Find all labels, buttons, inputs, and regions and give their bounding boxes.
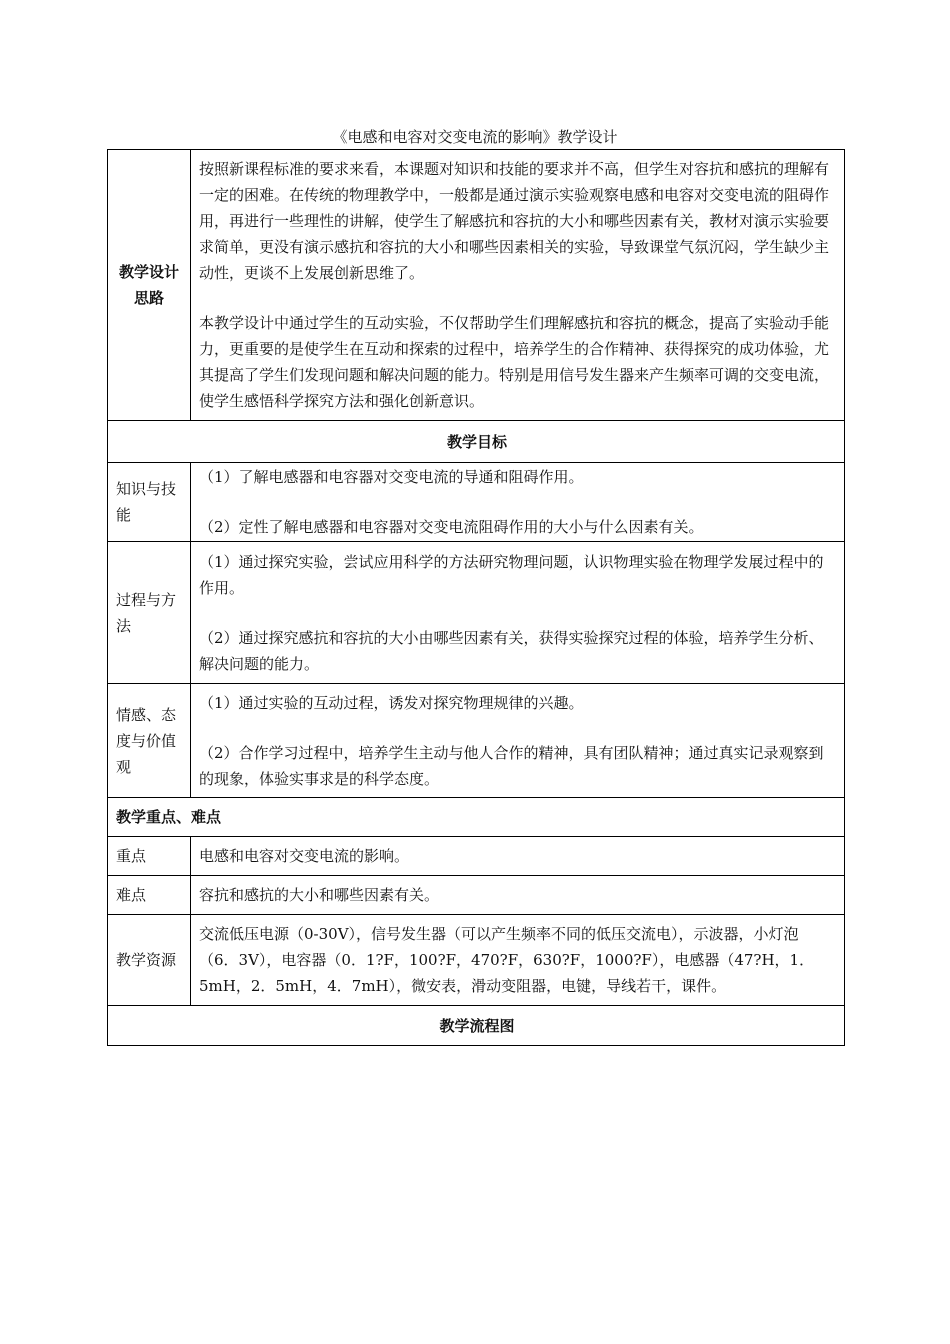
knowledge-content bbox=[191, 463, 845, 542]
process-item-2: （2）通过探究感抗和容抗的大小由哪些因素有关，获得实验探究过程的体验，培养学生分析、解决问题的能力。 bbox=[199, 628, 824, 673]
design-idea-label bbox=[108, 150, 191, 421]
design-idea-row bbox=[108, 150, 845, 421]
knowledge-label: 知识与技能 bbox=[108, 463, 191, 542]
knowledge-item-1: （1）了解电感器和电容器对交变电流的导通和阻碍作用。 bbox=[199, 468, 584, 486]
difficult-row bbox=[108, 876, 845, 915]
design-idea-paragraph-2: 本教学设计中通过学生的互动实验，不仅帮助学生们理解感抗和容抗的概念，提高了实验动手能力，更重要的是使学生在互动和探索的过程中，培养学生的合作精神、获得探究的成功体验，尤其提高了学生们发现问题和解决问题的能力。特别是用信号发生器来产生频率可调的交变电流，使学生感悟科学探究方法和强化创新意识。 bbox=[199, 314, 830, 410]
resources-label: 教学资源 bbox=[108, 915, 191, 1006]
emotion-item-1: （1）通过实验的互动过程，诱发对探究物理规律的兴趣。 bbox=[199, 693, 584, 712]
emotion-content bbox=[191, 684, 845, 798]
emotion-row bbox=[108, 684, 845, 798]
goals-heading: 教学目标 bbox=[108, 421, 845, 463]
emotion-item-2: （2）合作学习过程中，培养学生主动与他人合作的精神，具有团队精神；通过真实记录观察到的现象，体验实事求是的科学态度。 bbox=[199, 743, 824, 788]
goals-heading-row bbox=[108, 421, 845, 463]
difficult-text: 容抗和感抗的大小和哪些因素有关。 bbox=[191, 876, 845, 915]
process-item-1: （1）通过探究实验，尝试应用科学的方法研究物理问题，认识物理实验在物理学发展过程中的作用。 bbox=[199, 552, 824, 597]
key-label: 重点 bbox=[108, 837, 191, 876]
process-row bbox=[108, 542, 845, 684]
resources-text: 交流低压电源（0-30V），信号发生器（可以产生频率不同的低压交流电），示波器，小灯泡（6．3V），电容器（0．1?F，100?F，470?F，630?F，1000?F），电感器（47?H，1．5mH，2．5mH，4．7mH），微安表，滑动变阻器，电键，导线若干，课件。 bbox=[191, 915, 845, 1006]
key-points-heading-row bbox=[108, 798, 845, 837]
key-points-heading: 教学重点、难点 bbox=[108, 798, 845, 837]
resources-row bbox=[108, 915, 845, 1006]
document-title: 《电感和电容对交变电流的影响》教学设计 bbox=[332, 128, 618, 146]
design-idea-label-text: 教学设计思路 bbox=[118, 263, 179, 307]
key-text: 电感和电容对交变电流的影响。 bbox=[191, 837, 845, 876]
flow-heading-row bbox=[108, 1006, 845, 1046]
design-idea-content bbox=[191, 150, 845, 421]
lesson-plan-table bbox=[107, 149, 845, 1046]
key-row bbox=[108, 837, 845, 876]
emotion-label: 情感、态度与价值观 bbox=[108, 684, 191, 798]
knowledge-row bbox=[108, 463, 845, 542]
process-label: 过程与方法 bbox=[108, 542, 191, 684]
design-idea-paragraph-1: 按照新课程标准的要求来看，本课题对知识和技能的要求并不高，但学生对容抗和感抗的理解有一定的困难。在传统的物理教学中，一般都是通过演示实验观察电感和电容对交变电流的阻碍作用，再进行一些理性的讲解，使学生了解感抗和容抗的大小和哪些因素有关，教材对演示实验要求简单，更没有演示感抗和容抗的大小和哪些因素相关的实验，导致课堂气氛沉闷，学生缺少主动性，更谈不上发展创新思维了。 bbox=[199, 160, 830, 282]
flow-heading: 教学流程图 bbox=[108, 1006, 845, 1046]
knowledge-item-2: （2）定性了解电感器和电容器对交变电流阻碍作用的大小与什么因素有关。 bbox=[199, 518, 704, 536]
difficult-label: 难点 bbox=[108, 876, 191, 915]
process-content bbox=[191, 542, 845, 684]
